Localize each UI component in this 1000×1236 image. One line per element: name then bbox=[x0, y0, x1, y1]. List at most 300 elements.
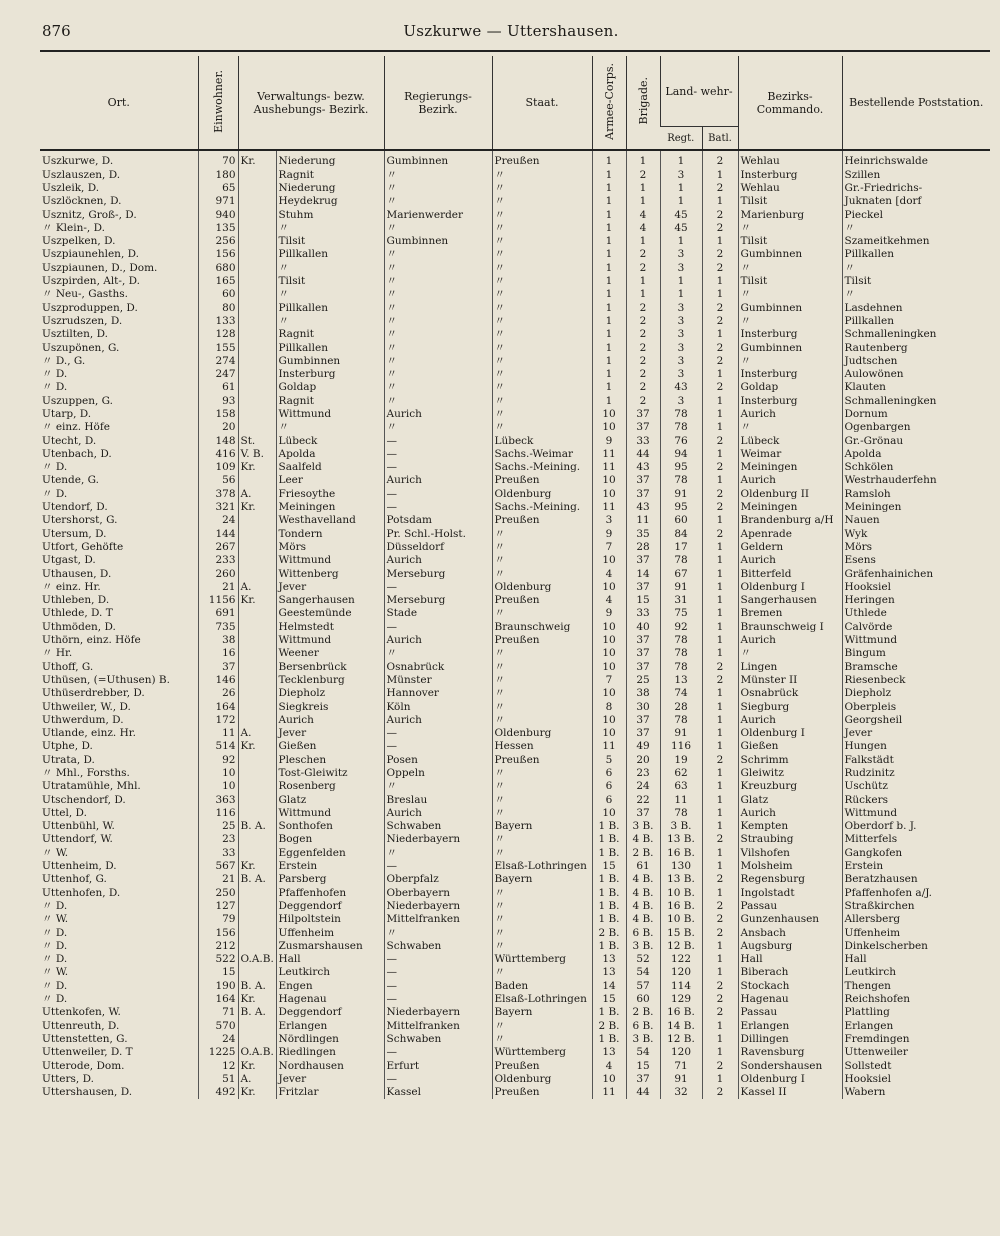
landwehr-battalion: 1 bbox=[702, 168, 738, 181]
population: 165 bbox=[198, 275, 238, 288]
army-corps: 4 bbox=[592, 567, 626, 580]
landwehr-battalion: 1 bbox=[702, 713, 738, 726]
state: Oldenburg bbox=[492, 727, 592, 740]
landwehr-regiment: 63 bbox=[660, 780, 702, 793]
admin-district: Riedlingen bbox=[276, 1046, 384, 1059]
population: 567 bbox=[198, 860, 238, 873]
admin-type bbox=[238, 368, 276, 381]
district-command: Braunschweig I bbox=[738, 620, 842, 633]
table-row bbox=[40, 607, 990, 620]
district-command: Insterburg bbox=[738, 168, 842, 181]
brigade: 30 bbox=[626, 700, 660, 713]
state: 〃 bbox=[492, 315, 592, 328]
landwehr-battalion: 1 bbox=[702, 328, 738, 341]
landwehr-regiment: 45 bbox=[660, 221, 702, 234]
admin-district: Lübeck bbox=[276, 434, 384, 447]
population: 79 bbox=[198, 913, 238, 926]
admin-type bbox=[238, 886, 276, 899]
district-command: 〃 bbox=[738, 221, 842, 234]
admin-type bbox=[238, 354, 276, 367]
place-name: Utende, G. bbox=[42, 474, 100, 487]
landwehr-battalion: 1 bbox=[702, 195, 738, 208]
place-name: Utratamühle, Mhl. bbox=[42, 780, 141, 793]
district-command: Erlangen bbox=[738, 1019, 842, 1032]
brigade: 1 bbox=[626, 182, 660, 195]
landwehr-regiment: 19 bbox=[660, 753, 702, 766]
landwehr-regiment: 32 bbox=[660, 1086, 702, 1099]
population: 164 bbox=[198, 993, 238, 1006]
admin-district: Gießen bbox=[276, 740, 384, 753]
gov-district: 〃 bbox=[384, 328, 492, 341]
brigade: 6 B. bbox=[626, 1019, 660, 1032]
table-row bbox=[40, 195, 990, 208]
army-corps: 11 bbox=[592, 501, 626, 514]
place-name: Utendorf, D. bbox=[42, 501, 108, 514]
gov-district: 〃 bbox=[384, 288, 492, 301]
col-header-landwehr: Land- wehr- bbox=[660, 56, 738, 127]
landwehr-battalion: 1 bbox=[702, 846, 738, 859]
admin-district: Bersenbrück bbox=[276, 660, 384, 673]
table-row bbox=[40, 567, 990, 580]
landwehr-regiment: 94 bbox=[660, 448, 702, 461]
place-name: Uttershausen, D. bbox=[42, 1086, 133, 1099]
state: Preußen bbox=[492, 634, 592, 647]
brigade: 43 bbox=[626, 501, 660, 514]
landwehr-regiment: 3 bbox=[660, 394, 702, 407]
gov-district: — bbox=[384, 953, 492, 966]
landwehr-regiment: 17 bbox=[660, 541, 702, 554]
landwehr-battalion: 1 bbox=[702, 767, 738, 780]
army-corps: 7 bbox=[592, 541, 626, 554]
brigade: 24 bbox=[626, 780, 660, 793]
post-station: Tilsit bbox=[842, 275, 990, 288]
admin-district: Zusmarshausen bbox=[276, 940, 384, 953]
table-row bbox=[40, 354, 990, 367]
landwehr-battalion: 2 bbox=[702, 150, 738, 168]
state: 〃 bbox=[492, 275, 592, 288]
gov-district: 〃 bbox=[384, 261, 492, 274]
gov-district: 〃 bbox=[384, 341, 492, 354]
brigade: 54 bbox=[626, 1046, 660, 1059]
admin-district: Uffenheim bbox=[276, 926, 384, 939]
admin-district: Niederung bbox=[276, 182, 384, 195]
landwehr-battalion: 2 bbox=[702, 527, 738, 540]
population: 735 bbox=[198, 620, 238, 633]
brigade: 2 bbox=[626, 261, 660, 274]
district-command: Osnabrück bbox=[738, 687, 842, 700]
population: 514 bbox=[198, 740, 238, 753]
landwehr-battalion: 1 bbox=[702, 288, 738, 301]
state: Elsaß-Lothringen bbox=[492, 993, 592, 1006]
brigade: 3 B. bbox=[626, 820, 660, 833]
admin-type bbox=[238, 647, 276, 660]
admin-type bbox=[238, 620, 276, 633]
admin-district: 〃 bbox=[276, 221, 384, 234]
district-command: 〃 bbox=[738, 354, 842, 367]
post-station: Riesenbeck bbox=[842, 674, 990, 687]
district-command: 〃 bbox=[738, 315, 842, 328]
place-name: Uszpelken, D. bbox=[42, 235, 116, 248]
landwehr-battalion: 1 bbox=[702, 820, 738, 833]
place-name: Uthleben, D. bbox=[42, 594, 110, 607]
population: 267 bbox=[198, 541, 238, 554]
admin-district: Westhavelland bbox=[276, 514, 384, 527]
landwehr-regiment: 1 bbox=[660, 195, 702, 208]
admin-district: Jever bbox=[276, 1072, 384, 1085]
district-command: Augsburg bbox=[738, 940, 842, 953]
population: 1225 bbox=[198, 1046, 238, 1059]
population: 65 bbox=[198, 182, 238, 195]
admin-type bbox=[238, 182, 276, 195]
state: 〃 bbox=[492, 660, 592, 673]
admin-district: Nördlingen bbox=[276, 1033, 384, 1046]
district-command: Molsheim bbox=[738, 860, 842, 873]
post-station: Oberdorf b. J. bbox=[842, 820, 990, 833]
post-station: Ogenbargen bbox=[842, 421, 990, 434]
brigade: 49 bbox=[626, 740, 660, 753]
admin-district: Weener bbox=[276, 647, 384, 660]
admin-type bbox=[238, 567, 276, 580]
brigade: 37 bbox=[626, 807, 660, 820]
district-command: Meiningen bbox=[738, 461, 842, 474]
district-command: Tilsit bbox=[738, 275, 842, 288]
brigade: 2 bbox=[626, 381, 660, 394]
district-command: Aurich bbox=[738, 634, 842, 647]
place-name: Utschendorf, D. bbox=[42, 793, 126, 806]
brigade: 25 bbox=[626, 674, 660, 687]
landwehr-battalion: 1 bbox=[702, 448, 738, 461]
place-name: Utters, D. bbox=[42, 1072, 94, 1085]
state: 〃 bbox=[492, 182, 592, 195]
admin-district: 〃 bbox=[276, 261, 384, 274]
brigade: 20 bbox=[626, 753, 660, 766]
place-name: Uttenweiler, D. T bbox=[42, 1046, 133, 1059]
post-station: Gr.-Grönau bbox=[842, 434, 990, 447]
population: 20 bbox=[198, 421, 238, 434]
district-command: Aurich bbox=[738, 474, 842, 487]
landwehr-battalion: 1 bbox=[702, 860, 738, 873]
brigade: 3 B. bbox=[626, 1033, 660, 1046]
population: 24 bbox=[198, 514, 238, 527]
admin-type bbox=[238, 1033, 276, 1046]
landwehr-regiment: 13 bbox=[660, 674, 702, 687]
landwehr-regiment: 10 B. bbox=[660, 886, 702, 899]
army-corps: 10 bbox=[592, 660, 626, 673]
place-name: Uttel, D. bbox=[42, 806, 87, 819]
brigade: 4 B. bbox=[626, 913, 660, 926]
table-row bbox=[40, 368, 990, 381]
gov-district: 〃 bbox=[384, 394, 492, 407]
gov-district: Niederbayern bbox=[384, 1006, 492, 1019]
landwehr-battalion: 2 bbox=[702, 434, 738, 447]
brigade: 2 B. bbox=[626, 1006, 660, 1019]
place-name: Utgast, D. bbox=[42, 554, 96, 567]
admin-district: Wittmund bbox=[276, 807, 384, 820]
place-name: Utphe, D. bbox=[42, 740, 93, 753]
landwehr-battalion: 1 bbox=[702, 275, 738, 288]
admin-type bbox=[238, 168, 276, 181]
population: 133 bbox=[198, 315, 238, 328]
admin-district: Tilsit bbox=[276, 235, 384, 248]
state: Lübeck bbox=[492, 434, 592, 447]
landwehr-regiment: 71 bbox=[660, 1059, 702, 1072]
post-station: Straßkirchen bbox=[842, 900, 990, 913]
army-corps: 10 bbox=[592, 554, 626, 567]
place-name: Utlande, einz. Hr. bbox=[42, 727, 136, 740]
population: 135 bbox=[198, 221, 238, 234]
admin-district: Tost-Gleiwitz bbox=[276, 767, 384, 780]
landwehr-battalion: 2 bbox=[702, 208, 738, 221]
gov-district: Posen bbox=[384, 753, 492, 766]
population: 21 bbox=[198, 581, 238, 594]
gov-district: Osnabrück bbox=[384, 660, 492, 673]
admin-district: Bogen bbox=[276, 833, 384, 846]
brigade: 3 B. bbox=[626, 940, 660, 953]
gov-district: — bbox=[384, 740, 492, 753]
landwehr-regiment: 129 bbox=[660, 993, 702, 1006]
table-row bbox=[40, 700, 990, 713]
population: 15 bbox=[198, 966, 238, 979]
admin-district: Leer bbox=[276, 474, 384, 487]
admin-district: Glatz bbox=[276, 793, 384, 806]
population: 256 bbox=[198, 235, 238, 248]
admin-type: Kr. bbox=[238, 860, 276, 873]
admin-district: Wittmund bbox=[276, 634, 384, 647]
place-name: Uszupönen, G. bbox=[42, 341, 120, 354]
post-station: Bramsche bbox=[842, 660, 990, 673]
admin-type bbox=[238, 474, 276, 487]
place-name: 〃 D. bbox=[42, 993, 68, 1006]
brigade: 1 bbox=[626, 195, 660, 208]
district-command: Gumbinnen bbox=[738, 341, 842, 354]
landwehr-regiment: 78 bbox=[660, 408, 702, 421]
col-header-regierung: Regierungs- Bezirk. bbox=[384, 56, 492, 150]
state: 〃 bbox=[492, 554, 592, 567]
brigade: 44 bbox=[626, 1086, 660, 1099]
landwehr-battalion: 1 bbox=[702, 394, 738, 407]
landwehr-battalion: 1 bbox=[702, 620, 738, 633]
army-corps: 13 bbox=[592, 1046, 626, 1059]
post-station: Uttenweiler bbox=[842, 1046, 990, 1059]
gov-district: — bbox=[384, 487, 492, 500]
post-station: Falkstädt bbox=[842, 753, 990, 766]
landwehr-regiment: 122 bbox=[660, 953, 702, 966]
state: 〃 bbox=[492, 527, 592, 540]
army-corps: 4 bbox=[592, 594, 626, 607]
state: Sachs.-Meining. bbox=[492, 501, 592, 514]
state: Baden bbox=[492, 979, 592, 992]
post-station: Sollstedt bbox=[842, 1059, 990, 1072]
landwehr-regiment: 15 B. bbox=[660, 926, 702, 939]
gov-district: 〃 bbox=[384, 182, 492, 195]
table-row bbox=[40, 541, 990, 554]
post-station: Reichshofen bbox=[842, 993, 990, 1006]
admin-district: Pillkallen bbox=[276, 248, 384, 261]
district-command: Gumbinnen bbox=[738, 301, 842, 314]
state: 〃 bbox=[492, 767, 592, 780]
landwehr-regiment: 3 bbox=[660, 341, 702, 354]
landwehr-regiment: 1 bbox=[660, 235, 702, 248]
admin-type: A. bbox=[238, 727, 276, 740]
state: 〃 bbox=[492, 354, 592, 367]
state: Preußen bbox=[492, 150, 592, 168]
army-corps: 1 B. bbox=[592, 913, 626, 926]
running-title: Uszkurwe — Uttershausen. bbox=[403, 22, 619, 40]
admin-district: Saalfeld bbox=[276, 461, 384, 474]
table-row bbox=[40, 1006, 990, 1019]
landwehr-regiment: 3 bbox=[660, 301, 702, 314]
landwehr-battalion: 1 bbox=[702, 807, 738, 820]
gov-district: Stade bbox=[384, 607, 492, 620]
brigade: 2 bbox=[626, 328, 660, 341]
state: 〃 bbox=[492, 248, 592, 261]
population: 10 bbox=[198, 780, 238, 793]
state: Württemberg bbox=[492, 1046, 592, 1059]
admin-district: Mörs bbox=[276, 541, 384, 554]
population: 971 bbox=[198, 195, 238, 208]
post-station: Pfaffenhofen a/J. bbox=[842, 886, 990, 899]
post-station: Szillen bbox=[842, 168, 990, 181]
landwehr-battalion: 2 bbox=[702, 753, 738, 766]
table-row bbox=[40, 448, 990, 461]
brigade: 11 bbox=[626, 514, 660, 527]
table-row bbox=[40, 767, 990, 780]
brigade: 1 bbox=[626, 288, 660, 301]
post-station: Dornum bbox=[842, 408, 990, 421]
population: 128 bbox=[198, 328, 238, 341]
place-name: 〃 D. bbox=[42, 939, 68, 952]
brigade: 1 bbox=[626, 275, 660, 288]
state: Preußen bbox=[492, 514, 592, 527]
gov-district: 〃 bbox=[384, 354, 492, 367]
place-name: 〃 D. bbox=[42, 381, 68, 394]
brigade: 2 bbox=[626, 248, 660, 261]
landwehr-battalion: 1 bbox=[702, 966, 738, 979]
state: Braunschweig bbox=[492, 620, 592, 633]
post-station: Juknaten [dorf bbox=[842, 195, 990, 208]
admin-type bbox=[238, 235, 276, 248]
landwehr-regiment: 91 bbox=[660, 1072, 702, 1085]
brigade: 2 bbox=[626, 168, 660, 181]
place-name: Uthmöden, D. bbox=[42, 620, 116, 633]
army-corps: 10 bbox=[592, 474, 626, 487]
admin-type bbox=[238, 328, 276, 341]
gov-district: 〃 bbox=[384, 301, 492, 314]
table-row bbox=[40, 487, 990, 500]
district-command: Insterburg bbox=[738, 328, 842, 341]
admin-district: Eggenfelden bbox=[276, 846, 384, 859]
admin-district: Tondern bbox=[276, 527, 384, 540]
landwehr-battalion: 2 bbox=[702, 660, 738, 673]
place-name: Uttenkofen, W. bbox=[42, 1006, 121, 1019]
admin-district: Aurich bbox=[276, 713, 384, 726]
population: 260 bbox=[198, 567, 238, 580]
gov-district: — bbox=[384, 581, 492, 594]
admin-district: Ragnit bbox=[276, 328, 384, 341]
landwehr-regiment: 67 bbox=[660, 567, 702, 580]
landwehr-battalion: 2 bbox=[702, 301, 738, 314]
landwehr-regiment: 78 bbox=[660, 634, 702, 647]
post-station: Wittmund bbox=[842, 807, 990, 820]
landwehr-battalion: 1 bbox=[702, 647, 738, 660]
admin-type bbox=[238, 607, 276, 620]
population: 56 bbox=[198, 474, 238, 487]
col-header-ort: Ort. bbox=[40, 56, 198, 150]
admin-district: Wittmund bbox=[276, 408, 384, 421]
landwehr-regiment: 10 B. bbox=[660, 913, 702, 926]
brigade: 2 bbox=[626, 301, 660, 314]
landwehr-regiment: 130 bbox=[660, 860, 702, 873]
population: 212 bbox=[198, 940, 238, 953]
post-station: Schmalleningken bbox=[842, 394, 990, 407]
post-station: Georgsheil bbox=[842, 713, 990, 726]
landwehr-battalion: 2 bbox=[702, 873, 738, 886]
admin-type: A. bbox=[238, 487, 276, 500]
post-station: Meiningen bbox=[842, 501, 990, 514]
state: 〃 bbox=[492, 1019, 592, 1032]
district-command: Insterburg bbox=[738, 394, 842, 407]
landwehr-battalion: 1 bbox=[702, 567, 738, 580]
post-station: Allersberg bbox=[842, 913, 990, 926]
gov-district: 〃 bbox=[384, 221, 492, 234]
brigade: 6 B. bbox=[626, 926, 660, 939]
army-corps: 6 bbox=[592, 767, 626, 780]
landwehr-battalion: 2 bbox=[702, 1059, 738, 1072]
table-row bbox=[40, 301, 990, 314]
army-corps: 1 bbox=[592, 394, 626, 407]
landwehr-battalion: 2 bbox=[702, 900, 738, 913]
gov-district: Erfurt bbox=[384, 1059, 492, 1072]
admin-district: Hall bbox=[276, 953, 384, 966]
landwehr-regiment: 3 bbox=[660, 261, 702, 274]
landwehr-regiment: 91 bbox=[660, 581, 702, 594]
gov-district: — bbox=[384, 727, 492, 740]
post-station: Mitterfels bbox=[842, 833, 990, 846]
district-command: Siegburg bbox=[738, 700, 842, 713]
place-name: 〃 Klein-, D. bbox=[42, 221, 105, 234]
admin-type bbox=[238, 913, 276, 926]
gov-district: 〃 bbox=[384, 421, 492, 434]
brigade: 52 bbox=[626, 953, 660, 966]
district-command: Kempten bbox=[738, 820, 842, 833]
admin-type bbox=[238, 780, 276, 793]
district-command: Gumbinnen bbox=[738, 248, 842, 261]
brigade: 37 bbox=[626, 581, 660, 594]
state: 〃 bbox=[492, 846, 592, 859]
army-corps: 1 B. bbox=[592, 1006, 626, 1019]
admin-district: Helmstedt bbox=[276, 620, 384, 633]
army-corps: 1 B. bbox=[592, 940, 626, 953]
place-name: 〃 D. bbox=[42, 461, 68, 474]
state: Preußen bbox=[492, 1059, 592, 1072]
table-row bbox=[40, 315, 990, 328]
brigade: 37 bbox=[626, 487, 660, 500]
landwehr-battalion: 1 bbox=[702, 727, 738, 740]
army-corps: 1 bbox=[592, 275, 626, 288]
place-name: Utecht, D. bbox=[42, 434, 97, 447]
admin-type bbox=[238, 315, 276, 328]
admin-type bbox=[238, 554, 276, 567]
admin-district: Ragnit bbox=[276, 168, 384, 181]
table-row bbox=[40, 979, 990, 992]
admin-district: Niederung bbox=[276, 150, 384, 168]
table-row bbox=[40, 926, 990, 939]
table-row bbox=[40, 514, 990, 527]
state: Bayern bbox=[492, 873, 592, 886]
table-body bbox=[40, 150, 990, 1099]
state: 〃 bbox=[492, 394, 592, 407]
table-row bbox=[40, 221, 990, 234]
